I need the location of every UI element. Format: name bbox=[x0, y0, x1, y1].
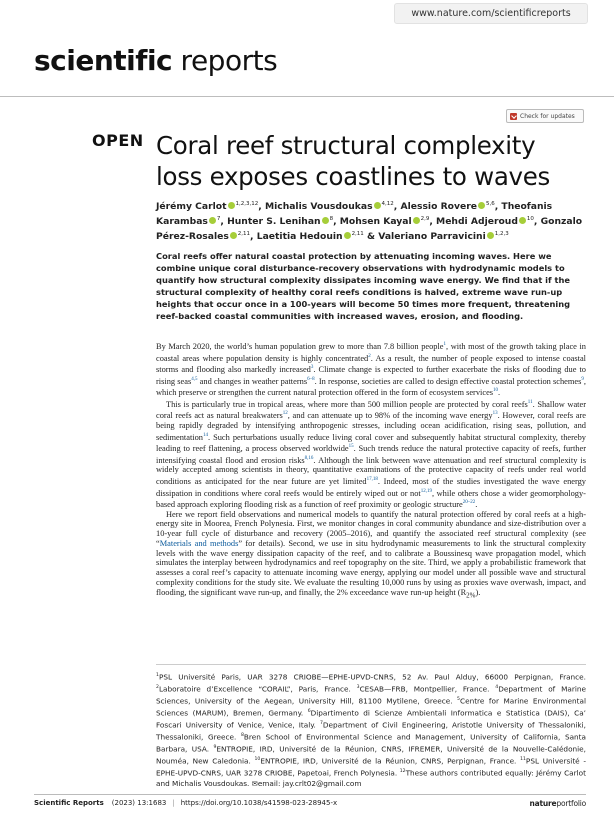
affiliation-text: Department of Marine Sciences, University of the Aegean, University Hill, 81100 Mytilene, Greece. bbox=[156, 684, 586, 706]
body-text: . bbox=[498, 387, 501, 397]
affiliation-ref: 11 bbox=[520, 757, 526, 763]
body-text: . However, coral reefs are being rapidly degraded by intensifying anthropogenic stresses, including ocean acidification, rising seas, pollution, and sedimentation bbox=[156, 411, 587, 442]
affiliation-text: These authors contributed equally: Jérémy Carlot and Michalis Vousdoukas. bbox=[156, 768, 586, 789]
orcid-icon bbox=[487, 232, 494, 239]
affiliation-text: Laboratoire d’Excellence “CORAIL”, Paris, France. bbox=[158, 684, 357, 694]
body-text: . Shallow water coral reefs act as natural breakwaters bbox=[156, 399, 586, 421]
body-ref: 4,5 bbox=[191, 376, 198, 382]
check-updates-button[interactable] bbox=[506, 109, 584, 123]
body-text: , while others chose a wider geomorphology-based approach exploring flooding risk as a function of reef proximity or geologic structure bbox=[156, 488, 586, 509]
body-ref: 8,16 bbox=[304, 455, 314, 461]
body-text: ” for details). Second, we use in situ hydrodynamic measurements to link the structural complexity levels with the wave energy dissipation capacity of the reef, and to calibrate a Boussinesq wave propagation model, which simulates the interplay between hydrodynamics and reef topography on the site. Third, we apply a probabilistic framework that assesses a coral reef’s capacity to attenuate incoming wave energy, applying our model under all possible wave and structural complexity conditions for the study site. We evaluate the resulting 10,000 runs by using as proxies wave overwash, impact, and flooding, the significant wave run-up, and finally, the 2% exceedance wave run-up height (R bbox=[156, 538, 586, 597]
author-name: Alessio Rovere bbox=[400, 201, 477, 213]
body-ref: 13 bbox=[492, 411, 498, 417]
body-text: . As a result, the number of people exposed to intense coastal storms and flooding also markedly increased bbox=[156, 353, 587, 374]
affiliation-text: ENTROPIE, IRD, Université de la Réunion, CNRS, IFREMER, Université de la Nouvelle-Calédonie, Nouméa, New Caledonia. bbox=[156, 744, 586, 766]
orcid-icon bbox=[209, 217, 216, 224]
author-name: Hunter S. Lenihan bbox=[227, 216, 321, 228]
body-ref: 12,19 bbox=[420, 488, 432, 494]
body-ref: 2 bbox=[368, 353, 371, 359]
affiliation-text: ENTROPIE, IRD, Université de la Réunion, CNRS, Perpignan, France. bbox=[260, 756, 521, 766]
author-name: Michalis Vousdoukas bbox=[264, 201, 373, 213]
author-name: Gonzalo Pérez-Rosales bbox=[156, 216, 583, 243]
affiliation-text: Centre for Marine Environmental Sciences (MARUM), Bremen, Germany. bbox=[156, 696, 586, 718]
author-affiliation-ref: 2,11 bbox=[351, 231, 364, 238]
affiliation-text: CESAB—FRB, Montpellier, France. bbox=[359, 684, 496, 694]
body-link[interactable]: Materials and methods bbox=[159, 538, 239, 548]
body-ref: 3 bbox=[310, 365, 314, 371]
orcid-icon bbox=[344, 232, 351, 239]
body-text: . bbox=[475, 499, 478, 509]
orcid-icon bbox=[519, 217, 526, 224]
author-separator: , bbox=[258, 201, 265, 213]
author-separator: , bbox=[494, 201, 502, 213]
author-separator: , bbox=[533, 216, 541, 228]
article-body bbox=[156, 340, 586, 601]
author-affiliation-ref: 2,11 bbox=[237, 231, 251, 238]
body-subscript: 2% bbox=[466, 591, 476, 600]
body-paragraph-3 bbox=[156, 510, 586, 601]
author-affiliation-ref: 10 bbox=[526, 216, 534, 223]
affiliation-ref: 10 bbox=[254, 757, 261, 763]
affiliation-ref: 12 bbox=[399, 769, 406, 775]
body-ref: 11 bbox=[527, 399, 533, 405]
orcid-icon bbox=[478, 202, 485, 209]
body-ref: 14 bbox=[202, 432, 208, 438]
body-text: By March 2020, the world’s human population grew to more than 7.8 billion people bbox=[156, 341, 444, 351]
publisher-light: portfolio bbox=[556, 798, 586, 808]
body-text: . Indeed, most of the studies investigated the wave energy dissipation in conditions where coral reefs would be entirely wiped out or not bbox=[156, 476, 586, 498]
body-ref: 9 bbox=[581, 376, 584, 382]
article-title: Coral reef structural complexity loss exposes coastlines to waves bbox=[156, 131, 550, 191]
check-updates-icon bbox=[510, 113, 517, 120]
logo-light: reports bbox=[172, 44, 278, 77]
body-ref: 15 bbox=[348, 444, 354, 450]
affiliation-ref: 2 bbox=[156, 685, 159, 691]
body-ref: 20–22 bbox=[462, 500, 476, 506]
author-separator: , bbox=[333, 216, 340, 228]
footer-journal: Scientific Reports bbox=[34, 799, 104, 807]
open-access-label: OPEN bbox=[92, 131, 144, 150]
affiliation-text: Bren School of Environmental Science and Management, University of California, Santa Barbara, USA. bbox=[156, 732, 587, 754]
footer-citation: (2023) 13:1683 bbox=[111, 799, 167, 807]
author-separator: & bbox=[363, 231, 379, 243]
author-name: Laetitia Hedouin bbox=[256, 231, 343, 243]
affiliation-ref: 4 bbox=[495, 685, 499, 691]
body-text: . Although the link between wave attenuation and reef structural complexity is widely accepted among scientists in theory, quantitative examinations of the protective capacity of reefs under real world conditions as anticipated for the near future are yet limited bbox=[156, 455, 587, 486]
body-ref: 1 bbox=[443, 342, 447, 347]
body-ref: 12 bbox=[282, 411, 288, 417]
orcid-icon bbox=[230, 232, 237, 239]
footer-divider bbox=[34, 794, 586, 795]
affiliation-ref: 6 bbox=[307, 709, 311, 715]
author-separator: , bbox=[393, 201, 401, 213]
author-affiliation-ref: 1,2,3,12 bbox=[235, 201, 259, 207]
footer-separator: | bbox=[172, 799, 175, 807]
affiliation-ref: 7 bbox=[319, 721, 323, 727]
body-text: This is particularly true in tropical areas, where more than 500 million people are protected by coral reefs bbox=[166, 399, 528, 409]
author-separator: , bbox=[250, 231, 257, 243]
author-affiliation-ref: 8 bbox=[329, 216, 334, 223]
author-name: Jérémy Carlot bbox=[156, 201, 227, 213]
body-text: . Such perturbations usually reduce living coral cover and subsequently habitat structural complexity, thereby leading to reef flattening, a process observed worldwide bbox=[156, 432, 586, 453]
author-name: Mohsen Kayal bbox=[339, 216, 412, 228]
body-text: , and can attenuate up to 98% of the incoming wave energy bbox=[287, 411, 493, 421]
body-paragraph-2 bbox=[156, 398, 586, 510]
affiliation-ref: 3 bbox=[356, 685, 360, 691]
author-affiliation-ref: 2,9 bbox=[420, 216, 430, 223]
author-name: Valeriano Parravicini bbox=[378, 231, 486, 243]
body-ref: 6–8 bbox=[307, 376, 315, 382]
abstract: Coral reefs offer natural coastal protection by attenuating incoming waves. Here we combine unique coral disturbance-recovery observations with hydrodynamic models to quantify how structural complexity dissipates incoming wave energy. We find that if the structural complexity of healthy coral reefs conditions is halved, extreme wave run-up heights that occur once in a 100-years will become 50 times more frequent, threatening reef-backed coastal communities with increased waves, erosion, and flooding. bbox=[156, 251, 571, 322]
body-text: . In response, societies are called to design effective coastal protection schemes bbox=[314, 376, 582, 386]
journal-url[interactable]: www.nature.com/scientificreports bbox=[394, 3, 588, 24]
author-separator: , bbox=[429, 216, 437, 228]
affiliation-text: ✉email: jay.crlt02@gmail.com bbox=[251, 779, 362, 789]
body-text: , which preserve or strengthen the current natural protection offered in the form of ecosystem services bbox=[156, 376, 586, 397]
affiliation-divider bbox=[156, 664, 586, 665]
publisher-logo bbox=[530, 799, 586, 808]
body-text: , with most of the growth taking place in coastal areas where population density is highly concentrated bbox=[156, 341, 586, 363]
affiliation-text: Department of Civil Engineering, Aristotle University of Thessaloniki, Thessaloniki, Greece. bbox=[156, 720, 586, 742]
page-footer bbox=[34, 796, 586, 810]
footer-doi-link[interactable]: https://doi.org/10.1038/s41598-023-28945-x bbox=[180, 799, 338, 807]
publisher-bold: nature bbox=[529, 798, 557, 808]
author-name: Mehdi Adjeroud bbox=[436, 216, 518, 228]
body-ref: 17,18 bbox=[366, 476, 378, 482]
affiliations bbox=[156, 671, 586, 790]
body-text: ). bbox=[475, 587, 481, 597]
orcid-icon bbox=[322, 217, 329, 224]
body-ref: 10 bbox=[493, 388, 499, 394]
author-separator: , bbox=[220, 216, 228, 228]
logo-bold: scientific bbox=[34, 44, 173, 77]
affiliation-text: PSL Université Paris, UAR 3278 CRIOBE—EPHE-UPVD-CNRS, 52 Av. Paul Alduy, 66000 Perpignan, France. bbox=[158, 672, 586, 682]
affiliation-text: Dipartimento di Scienze Ambientali Informatica e Statistica (DAIS), Ca’ Foscari University of Venice, Venice, Italy. bbox=[156, 708, 586, 730]
header-divider bbox=[0, 96, 614, 97]
body-text: Here we report field observations and numerical models to quantify the natural protection offered by coral reefs at a high-energy site in Moorea, French Polynesia. First, we monitor changes in coral community abundance and size-distribution over a 10-year full cycle of disturbance and recovery (2005–2016), and quantify the associated reef structural complexity (see “ bbox=[156, 509, 586, 548]
affiliation-ref: 9 bbox=[213, 745, 217, 751]
author-affiliation-ref: 1,2,3 bbox=[494, 231, 509, 238]
orcid-icon bbox=[374, 202, 381, 209]
body-text: and changes in weather patterns bbox=[197, 376, 308, 386]
body-text: . Climate change is expected to further exacerbate the risks of flooding due to rising seas bbox=[156, 364, 586, 386]
affiliation-text: PSL Université - EPHE-UPVD-CNRS, UAR 3278 CRIOBE, Papetoai, French Polynesia. bbox=[156, 756, 586, 778]
orcid-icon bbox=[228, 202, 235, 209]
author-list bbox=[156, 198, 586, 243]
body-paragraph-1 bbox=[156, 340, 586, 398]
orcid-icon bbox=[413, 217, 420, 224]
check-updates-label: Check for updates bbox=[520, 112, 575, 120]
affiliation-ref: 1 bbox=[156, 673, 159, 678]
journal-logo bbox=[34, 44, 277, 77]
affiliation-ref: 5 bbox=[457, 697, 460, 703]
body-text: . Such trends reduce the natural protective capacity of reefs, further intensifying coastal flood and erosion risks bbox=[156, 443, 586, 465]
affiliation-ref: 8 bbox=[240, 733, 244, 739]
author-affiliation-ref: 5,6 bbox=[485, 201, 495, 207]
author-name: Theofanis Karambas bbox=[156, 201, 553, 228]
author-affiliation-ref: 4,12 bbox=[381, 201, 394, 207]
author-affiliation-ref: 7 bbox=[216, 216, 221, 223]
